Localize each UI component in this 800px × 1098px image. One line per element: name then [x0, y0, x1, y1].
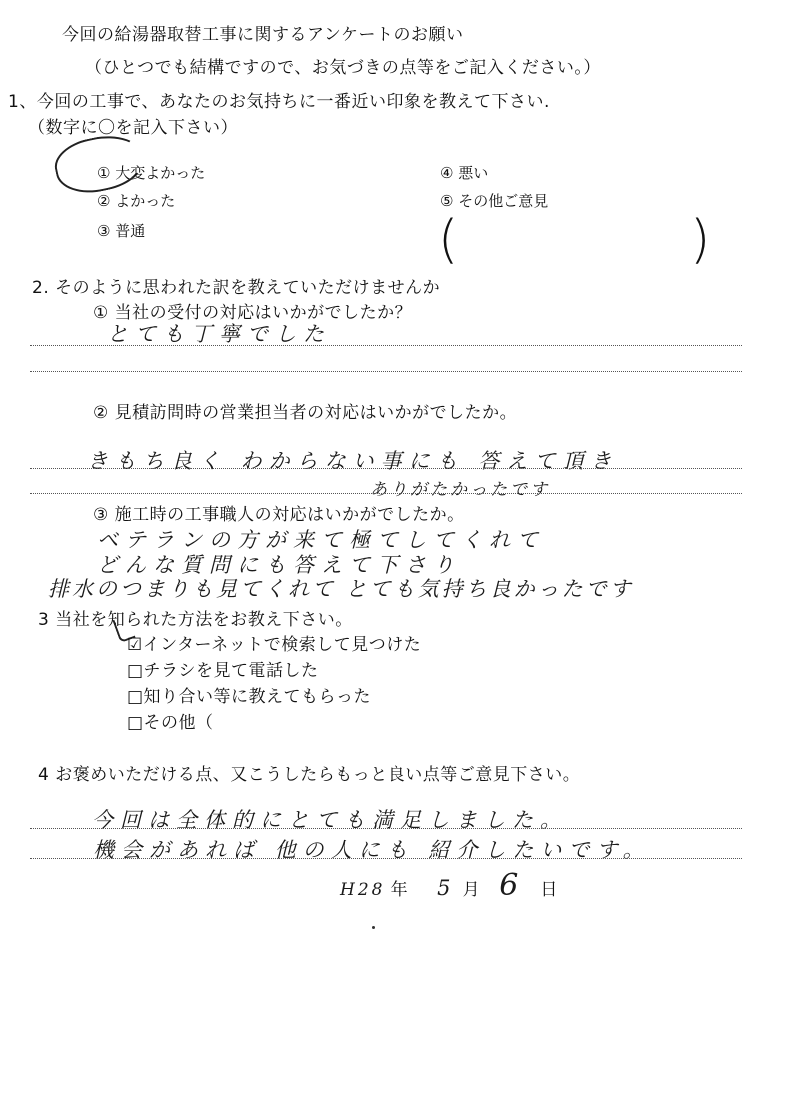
- q4-question: 4 お褒めいただける点、又こうしたらもっと良い点等ご意見下さい。: [38, 765, 581, 785]
- date-day: 6: [499, 868, 526, 903]
- q2-sub3-answer-line3: 排水のつまりも見てくれて とても気持ち良かったです: [48, 577, 634, 601]
- q3-option-acquaintance[interactable]: □知り合い等に教えてもらった: [127, 687, 372, 707]
- q1-other-paren-close: ): [690, 210, 711, 270]
- answer-line: [30, 858, 742, 859]
- survey-title: 今回の給湯器取替工事に関するアンケートのお願い: [62, 25, 464, 45]
- answer-line: [30, 828, 742, 829]
- q1-option-4[interactable]: ④ 悪い: [440, 164, 489, 182]
- q2-sub1-answer: とても丁寧でした: [107, 322, 331, 346]
- q2-sub1-prompt: ① 当社の受付の対応はいかがでしたか？: [93, 303, 413, 323]
- date-month: 5: [437, 876, 458, 900]
- q1-option-2[interactable]: ② よかった: [97, 192, 176, 210]
- answer-line: [30, 371, 742, 372]
- q3-question: 3 当社を知られた方法をお教え下さい。: [38, 610, 353, 630]
- q4-answer-line1: 今回は全体的にとても満足しました。: [92, 808, 568, 832]
- date-year-label: 年: [390, 880, 409, 900]
- date-day-label: 日: [540, 880, 558, 900]
- q1-option-5[interactable]: ⑤ その他ご意見: [440, 192, 549, 210]
- q3-option-internet[interactable]: ☑インターネットで検索して見つけた: [127, 635, 422, 655]
- q3-option-other[interactable]: □その他（: [127, 713, 214, 733]
- answer-line: [30, 345, 742, 346]
- answer-line: [30, 493, 742, 494]
- date-row: [340, 868, 558, 903]
- q2-sub2-answer-line1: きもち良く わからない事にも 答えて頂き: [87, 449, 619, 473]
- q2-sub2-answer-line2: ありがたかったです: [370, 480, 550, 500]
- answer-line: [30, 468, 742, 469]
- q2-sub3-answer-line1: ベテランの方が来て極てしてくれて: [97, 528, 545, 552]
- date-era-year: H28: [340, 880, 386, 900]
- q1-option-3[interactable]: ③ 普通: [97, 222, 146, 240]
- q1-other-paren-open: (: [438, 210, 459, 270]
- date-month-label: 月: [462, 880, 481, 900]
- q1-question: 1、今回の工事で、あなたのお気持ちに一番近い印象を教えて下さい.: [8, 92, 550, 112]
- q3-option-flyer[interactable]: □チラシを見て電話した: [127, 661, 319, 681]
- scan-speck: [372, 926, 375, 929]
- survey-subtitle: （ひとつでも結構ですので、お気づきの点等をご記入ください。）: [85, 58, 601, 78]
- q1-instruction: （数字に〇を記入下さい）: [28, 118, 238, 138]
- q1-option-1[interactable]: ① 大変よかった: [97, 164, 206, 182]
- q4-answer-line2: 機会があれば 他の人にも 紹介したいです。: [93, 838, 651, 862]
- q2-question: 2. そのように思われた訳を教えていただけませんか: [32, 278, 441, 298]
- q2-sub3-answer-line2: どんな質問にも答えて下さり: [97, 553, 461, 577]
- q2-sub3-prompt: ③ 施工時の工事職人の対応はいかがでしたか。: [93, 505, 465, 525]
- q2-sub2-prompt: ② 見積訪問時の営業担当者の対応はいかがでしたか。: [93, 403, 518, 423]
